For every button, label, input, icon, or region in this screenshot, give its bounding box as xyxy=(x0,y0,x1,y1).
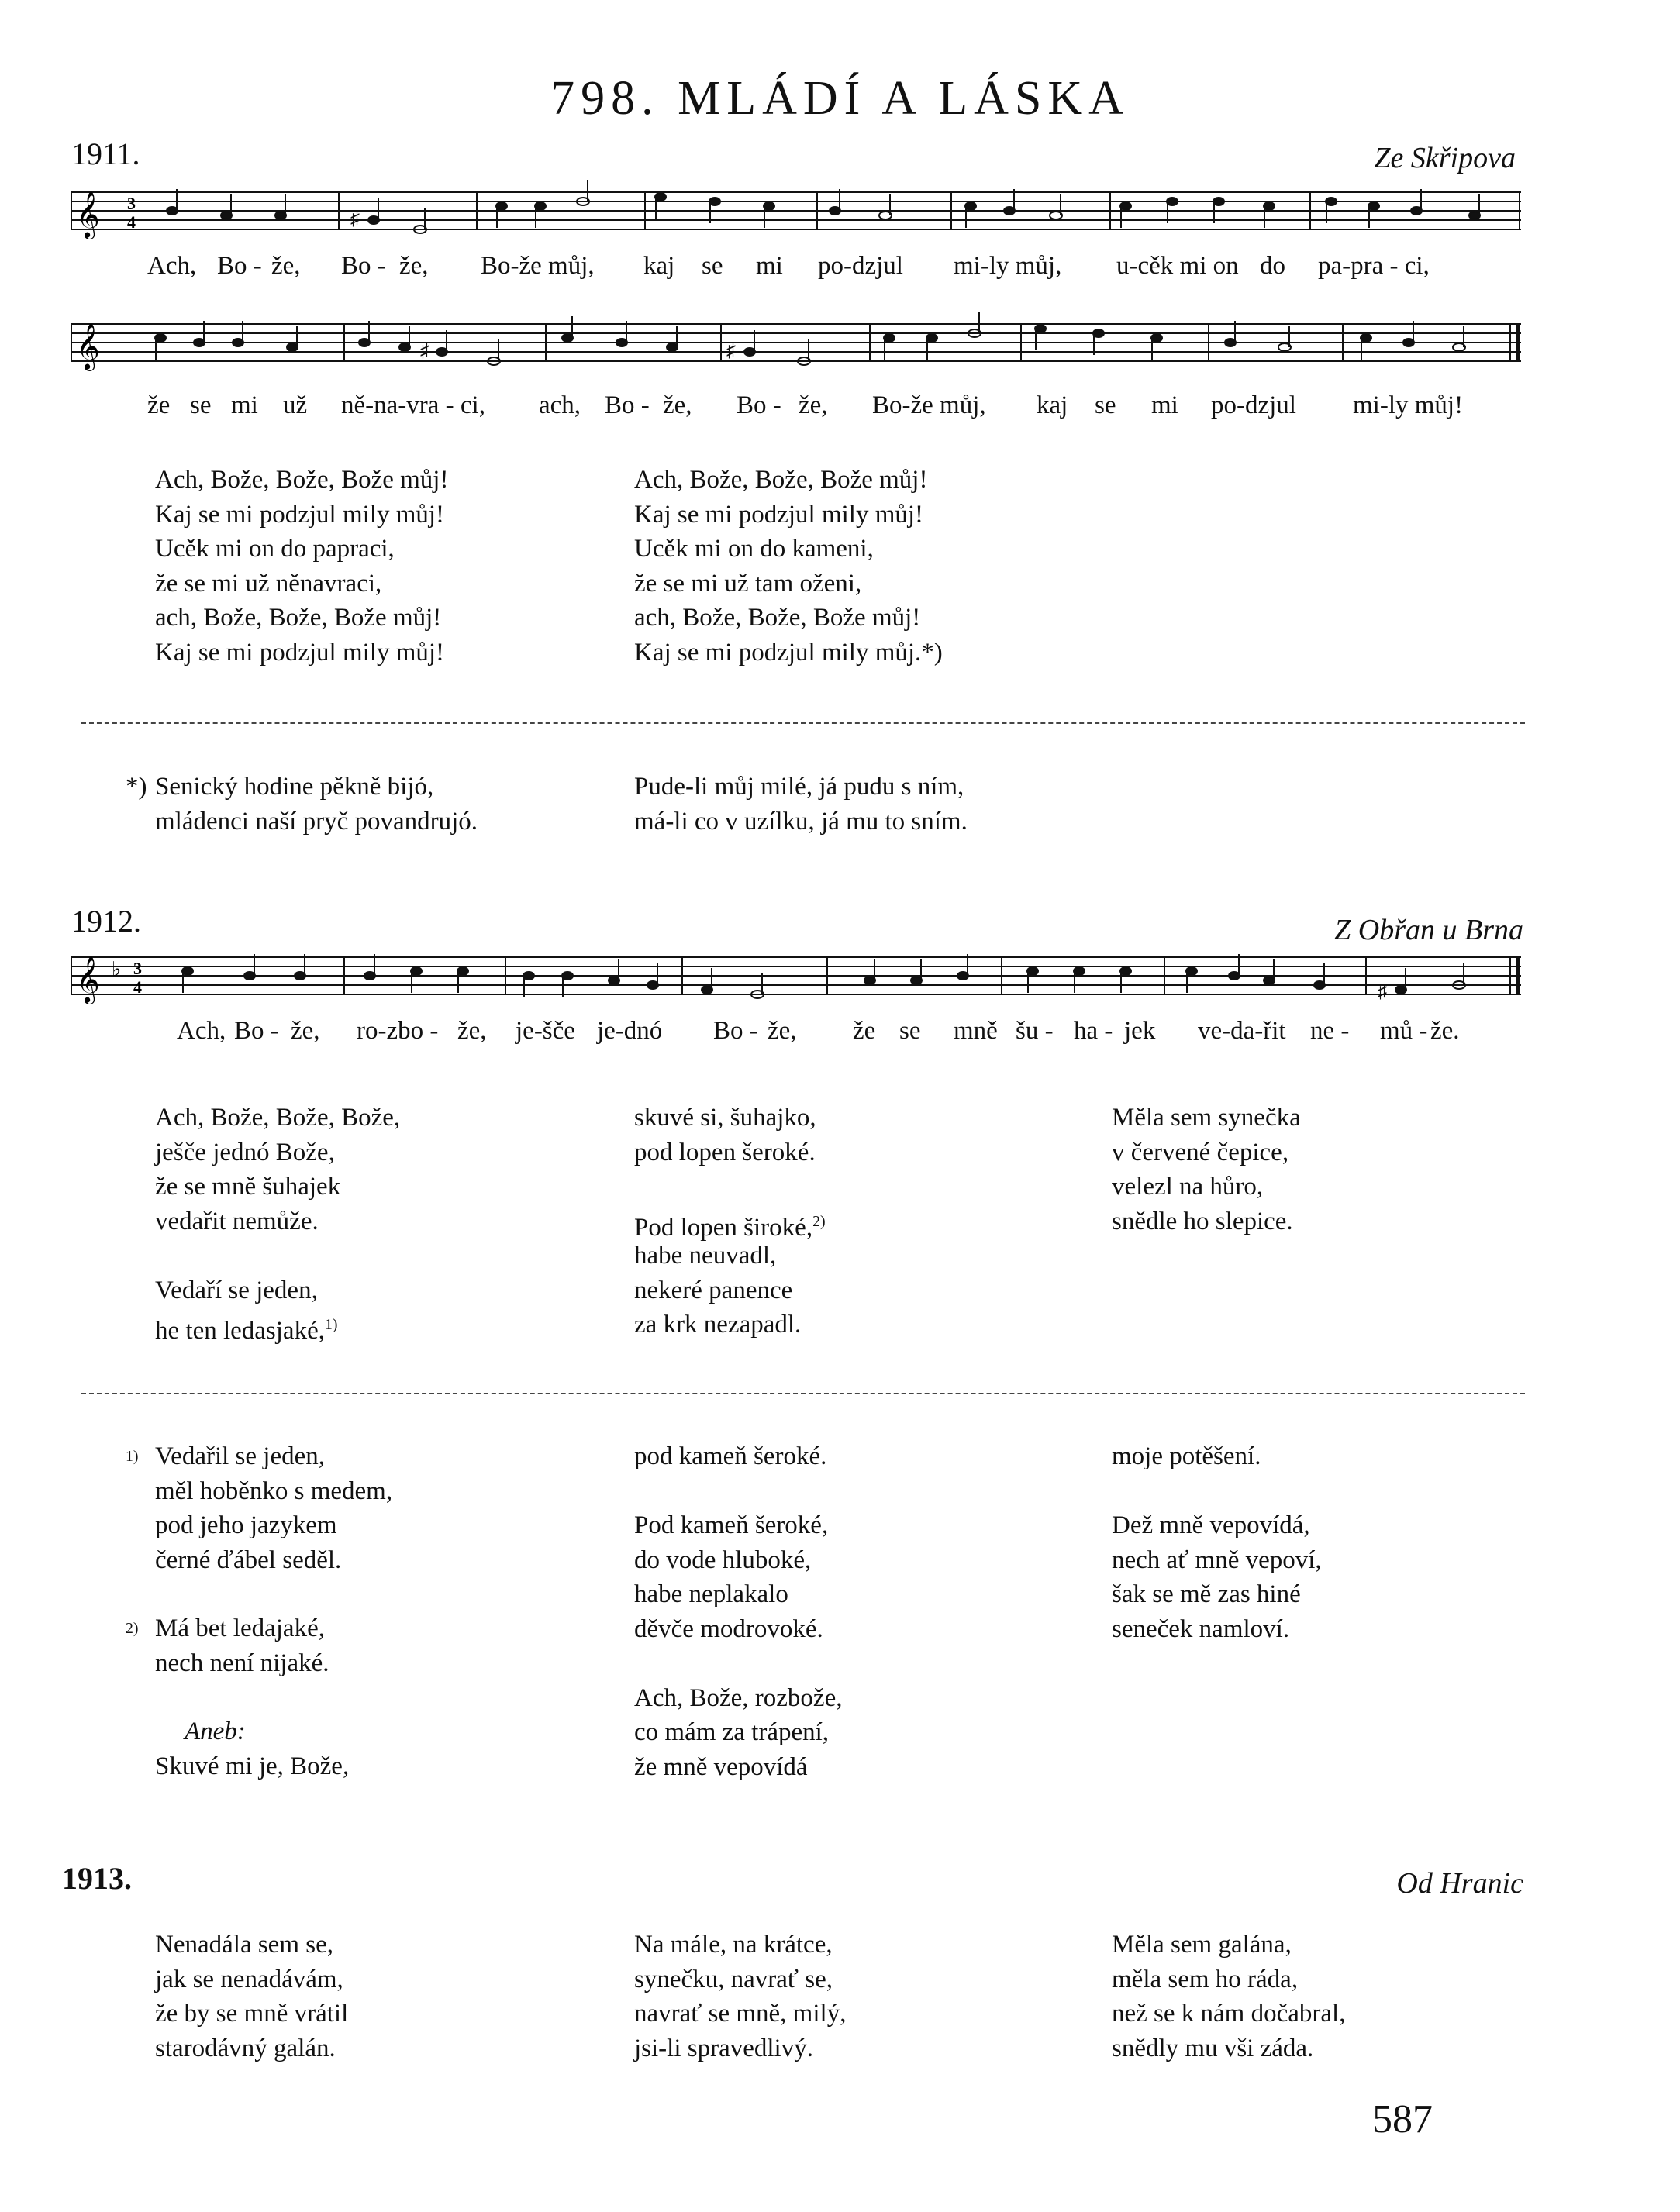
verse-line: v červené čepice, xyxy=(1112,1138,1289,1166)
lyric-syllable: šu - xyxy=(1016,1017,1054,1045)
stanza xyxy=(1112,1928,1345,2066)
verse-line: že by se mně vrátil xyxy=(155,2000,349,2028)
verse-text: Pod lopen široké, xyxy=(634,1213,813,1242)
lyric-syllable: je-dnó xyxy=(597,1017,663,1045)
verse-line: že se mně šuhajek xyxy=(155,1173,341,1201)
verse-line: Vedaří se jeden, xyxy=(155,1276,318,1304)
verse-line: nekeré panence xyxy=(634,1276,793,1304)
svg-text:♯: ♯ xyxy=(1378,982,1387,1002)
verse-line: seneček namloví. xyxy=(1112,1614,1290,1643)
svg-text:♭: ♭ xyxy=(112,958,122,981)
svg-text:3: 3 xyxy=(127,194,136,213)
lyric-syllable: se xyxy=(190,391,212,419)
verse-line: Ach, Bože, Bože, Bože můj! xyxy=(155,466,449,494)
lyric-syllable: že. xyxy=(1430,1017,1460,1045)
lyric-syllable: že, xyxy=(291,1017,320,1045)
lyric-syllable: že, xyxy=(768,1017,797,1045)
footnote-ref: 1) xyxy=(324,1316,338,1333)
verse-line: synečku, navrať se, xyxy=(634,1965,833,1993)
verse-line: habe neplakalo xyxy=(634,1580,788,1608)
lyric-syllable: Bo - xyxy=(234,1017,279,1045)
verse-line: děvče modrovoké. xyxy=(634,1614,823,1643)
svg-text:♯: ♯ xyxy=(420,341,429,361)
stanza xyxy=(1112,1101,1301,1239)
verse-line: ješče jednó Bože, xyxy=(155,1138,335,1166)
verse-line xyxy=(155,1239,400,1273)
lyric-syllable: je-šče xyxy=(516,1017,575,1045)
verse-line: Ach, Bože, rozbože, xyxy=(634,1683,843,1712)
verse-line: do vode hluboké, xyxy=(634,1545,812,1574)
verse-line xyxy=(634,1474,842,1509)
verse-line: skuvé si, šuhajko, xyxy=(634,1104,816,1132)
verse-line: jsi-li spravedlivý. xyxy=(634,2034,813,2062)
svg-text:𝄞: 𝄞 xyxy=(76,956,100,1003)
footnote-ref: 2) xyxy=(812,1212,826,1230)
verse-line: mládenci naší pryč povandrujó. xyxy=(155,807,478,836)
verse-line: Pude-li můj milé, já pudu s ním, xyxy=(634,773,964,801)
verse-line: šak se mě zas hiné xyxy=(1112,1580,1301,1608)
verse-line: že se mi už něnavraci, xyxy=(155,569,382,598)
lyric-syllable: ve-da-řit xyxy=(1198,1017,1286,1045)
verse-line: starodávný galán. xyxy=(155,2034,336,2062)
page-title: 798. MLÁDÍ A LÁSKA xyxy=(550,72,1130,125)
lyric-syllable: Bo - xyxy=(713,1017,758,1045)
stanza xyxy=(634,1928,846,2066)
verse-line: Ucěk mi on do kameni, xyxy=(634,535,874,563)
verse-line: ach, Bože, Bože, Bože můj! xyxy=(155,604,442,632)
verse-line: že se mi už tam oženi, xyxy=(634,569,862,598)
footnote xyxy=(155,770,478,839)
verse-line: moje potěšení. xyxy=(1112,1442,1261,1470)
verse-line xyxy=(634,1204,826,1242)
song-source: Od Hranic xyxy=(1396,1867,1523,1900)
lyric-syllable: Bo - xyxy=(737,391,781,419)
svg-text:𝄞: 𝄞 xyxy=(76,191,100,238)
verse-line: Skuvé mi je, Bože, xyxy=(155,1752,350,1780)
verse-line: pod jeho jazykem xyxy=(155,1511,337,1539)
lyric-syllable: že, xyxy=(799,391,828,419)
verse-line: pod kameň šeroké. xyxy=(634,1442,827,1470)
lyric-syllable: po-dzjul xyxy=(1211,391,1296,419)
song-number: 1911. xyxy=(71,136,140,171)
verse-line: Vedařil se jeden, xyxy=(155,1442,325,1470)
aneb-label: Aneb: xyxy=(185,1718,246,1745)
lyric-syllable: se xyxy=(899,1017,921,1045)
lyric-syllable: Bo-že můj, xyxy=(481,252,595,280)
stanza xyxy=(634,1101,826,1342)
verse-line: Senický hodine pěkně bijó, xyxy=(155,773,434,801)
verse-line: jak se nenadávám, xyxy=(155,1965,343,1993)
verse-line: ach, Bože, Bože, Bože můj! xyxy=(634,604,921,632)
stanza xyxy=(155,463,448,670)
verse-line xyxy=(1112,1474,1322,1509)
verse-line: velezl na hůro, xyxy=(1112,1173,1264,1201)
lyric-syllable: pa-pra - ci, xyxy=(1318,252,1430,280)
music-staff-1912 xyxy=(71,942,1521,1027)
song-number: 1913. xyxy=(62,1861,132,1896)
verse-line: nech není nijaké. xyxy=(155,1649,329,1677)
lyric-syllable: Bo - xyxy=(605,391,650,419)
lyric-syllable: Ach, xyxy=(177,1017,226,1045)
lyric-syllable: mi-ly můj, xyxy=(954,252,1062,280)
verse-line: pod lopen šeroké. xyxy=(634,1138,816,1166)
verse-line: Kaj se mi podzjul mily můj! xyxy=(155,500,445,529)
svg-text:3: 3 xyxy=(133,959,142,978)
lyric-syllable: že, xyxy=(457,1017,487,1045)
lyric-syllable: kaj xyxy=(1037,391,1068,419)
verse-line xyxy=(634,1170,826,1204)
lyric-syllable: kaj xyxy=(643,252,675,280)
svg-text:♯: ♯ xyxy=(726,341,736,361)
verse-line: měl hoběnko s medem, xyxy=(155,1476,393,1505)
verse-line: vedařit nemůže. xyxy=(155,1207,319,1235)
verse-line xyxy=(634,1646,842,1681)
svg-text:𝄞: 𝄞 xyxy=(76,323,100,370)
footnote xyxy=(155,1439,392,1577)
verse-line: Měla sem synečka xyxy=(1112,1104,1301,1132)
verse-line: černé ďábel seděl. xyxy=(155,1545,342,1574)
footnote-number: 1) xyxy=(126,1448,139,1465)
verse-line: habe neuvadl, xyxy=(634,1242,777,1270)
lyric-syllable: Bo - xyxy=(341,252,386,280)
lyric-syllable: mi xyxy=(756,252,783,280)
lyric-syllable: u-cěk mi on xyxy=(1116,252,1239,280)
lyric-syllable: už xyxy=(283,391,308,419)
stanza xyxy=(155,1928,348,2066)
music-staff-1911-1 xyxy=(71,177,1521,262)
lyric-syllable: že, xyxy=(663,391,692,419)
verse-line: nech ať mně vepoví, xyxy=(1112,1545,1322,1574)
lyric-syllable: Bo-že můj, xyxy=(872,391,986,419)
footnote xyxy=(634,1439,842,1784)
song-source: Ze Skřipova xyxy=(1374,142,1516,174)
lyric-syllable: se xyxy=(702,252,723,280)
verse-line: Kaj se mi podzjul mily můj.*) xyxy=(634,638,943,667)
verse-line: snědle ho slepice. xyxy=(1112,1207,1293,1235)
page-number: 587 xyxy=(1372,2097,1433,2141)
lyric-syllable: po-dzjul xyxy=(818,252,903,280)
verse-line: za krk nezapadl. xyxy=(634,1311,802,1339)
verse-line: Nenadála sem se, xyxy=(155,1931,333,1959)
verse-line: Kaj se mi podzjul mily můj! xyxy=(634,500,924,529)
lyric-syllable: ach, xyxy=(539,391,581,419)
verse-line: než se k nám dočabral, xyxy=(1112,2000,1346,2028)
verse-line: Má bet ledajaké, xyxy=(155,1614,325,1642)
verse-line: Ucěk mi on do papraci, xyxy=(155,535,395,563)
verse-line xyxy=(155,1308,400,1345)
verse-line: Ach, Bože, Bože, Bože, xyxy=(155,1104,401,1132)
lyric-syllable: že xyxy=(853,1017,876,1045)
svg-text:4: 4 xyxy=(127,212,136,232)
song-number: 1912. xyxy=(71,904,141,939)
lyric-syllable: ha - xyxy=(1074,1017,1113,1045)
verse-line: Dež mně vepovídá, xyxy=(1112,1511,1310,1539)
lyric-syllable: do xyxy=(1260,252,1285,280)
stanza xyxy=(634,463,943,670)
verse-line: Ach, Bože, Bože, Bože můj! xyxy=(634,466,928,494)
lyric-syllable: mi xyxy=(1151,391,1178,419)
verse-line: měla sem ho ráda, xyxy=(1112,1965,1299,1993)
verse-line: navrať se mně, milý, xyxy=(634,2000,847,2028)
footnote xyxy=(155,1611,329,1680)
lyric-syllable: mně xyxy=(954,1017,998,1045)
verse-line: Pod kameň šeroké, xyxy=(634,1511,829,1539)
lyric-syllable: mů - xyxy=(1380,1017,1428,1045)
verse-line: Na mále, na krátce, xyxy=(634,1931,833,1959)
lyric-syllable: mi-ly můj! xyxy=(1353,391,1464,419)
lyric-syllable: Ach, xyxy=(147,252,197,280)
footnote-number: 2) xyxy=(126,1620,139,1637)
lyric-syllable: Bo - xyxy=(217,252,262,280)
footnote-marker xyxy=(126,1611,138,1652)
footnote xyxy=(1112,1439,1322,1646)
lyric-syllable: ně-na-vra - ci, xyxy=(341,391,485,419)
lyric-syllable: že, xyxy=(399,252,429,280)
lyric-syllable: se xyxy=(1095,391,1116,419)
footnote-marker: *) xyxy=(126,773,147,801)
lyric-syllable: mi xyxy=(231,391,258,419)
footnote xyxy=(634,770,968,839)
stanza xyxy=(155,1101,401,1345)
verse-line: Měla sem galána, xyxy=(1112,1931,1292,1959)
verse-line: snědly mu vši záda. xyxy=(1112,2034,1314,2062)
music-staff-1911-2 xyxy=(71,308,1521,394)
lyric-syllable: že, xyxy=(271,252,301,280)
verse-line: Kaj se mi podzjul mily můj! xyxy=(155,638,445,667)
verse-line: že mně vepovídá xyxy=(634,1752,808,1781)
verse-text: he ten ledasjaké, xyxy=(155,1317,325,1345)
svg-text:4: 4 xyxy=(133,977,142,997)
footnote-marker xyxy=(126,1439,138,1480)
lyric-syllable: jek xyxy=(1124,1017,1156,1045)
svg-text:♯: ♯ xyxy=(350,209,360,229)
footnote-divider xyxy=(81,722,1525,724)
lyric-syllable: ne - xyxy=(1310,1017,1350,1045)
verse-line: má-li co v uzílku, já mu to sním. xyxy=(634,807,968,836)
lyric-syllable: ro-zbo - xyxy=(357,1017,439,1045)
song-source: Z Obřan u Brna xyxy=(1334,914,1523,946)
verse-line: co mám za trápení, xyxy=(634,1718,830,1746)
footnote-divider xyxy=(81,1393,1525,1394)
lyric-syllable: že xyxy=(147,391,171,419)
